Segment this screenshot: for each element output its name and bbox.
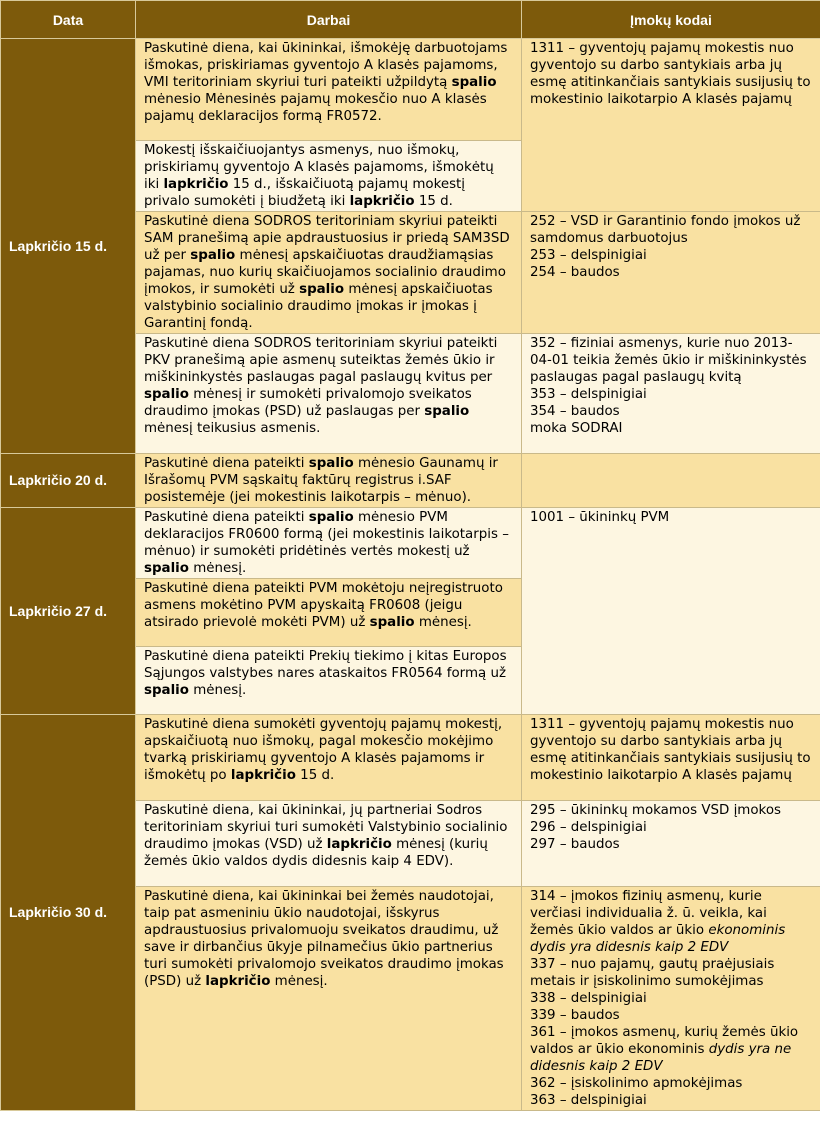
codes-cell: 1311 – gyventojų pajamų mokestis nuo gyventojo su darbo santykiais arba jų esmę atitinkančiais santykiais susijusių to mokestinio laikotarpio A klasės pajamų <box>522 39 820 212</box>
work-cell: Paskutinė diena, kai ūkininkai, jų partneriai Sodros teritoriniam skyriui turi sumokėti Valstybinio socialinio draudimo įmokas (VSD) už lapkričio mėnesį (kurių žemės ūkio valdos dydis didesnis kaip 4 EDV). <box>136 801 522 887</box>
work-cell: Paskutinė diena pateikti Prekių tiekimo į kitas Europos Sąjungos valstybes nares ataskaitos FR0564 formą už spalio mėnesį. <box>136 647 522 715</box>
codes-cell: 314 – įmokos fizinių asmenų, kurie verčiasi individualia ž. ū. veikla, kai žemės ūkio valdos ar ūkio ekonominis dydis yra didesnis kaip 2 EDV 337 – nuo pajamų, gautų praėjusiais metais ir įsiskolinimo sumokėjimas 338 – delspinigiai 339 – baudos 361 – įmokos asmenų, kurių žemės ūkio valdos ar ūkio ekonominis dydis yra ne didesnis kaip 2 EDV 362 – įsiskolinimo apmokėjimas 363 – delspinigiai <box>522 887 820 1111</box>
header-work: Darbai <box>136 1 522 39</box>
table-row <box>1 508 820 579</box>
date-cell: Lapkričio 27 d. <box>1 508 136 715</box>
date-cell: Lapkričio 15 d. <box>1 39 136 454</box>
work-cell: Paskutinė diena pateikti spalio mėnesio Gaunamų ir Išrašomų PVM sąskaitų faktūrų registrus i.SAF posistemėje (jei mokestinis laikotarpis – mėnuo). <box>136 454 522 508</box>
date-cell: Lapkričio 20 d. <box>1 454 136 508</box>
header-date: Data <box>1 1 136 39</box>
work-cell: Mokestį išskaičiuojantys asmenys, nuo išmokų, priskiriamų gyventojo A klasės pajamoms, išmokėtų iki lapkričio 15 d., išskaičiuotą pajamų mokestį privalo sumokėti į biudžetą iki lapkričio 15 d. <box>136 141 522 212</box>
work-cell: Paskutinė diena, kai ūkininkai, išmokėję darbuotojams išmokas, priskiriamas gyventojo A klasės pajamoms, VMI teritoriniam skyriui turi pateikti užpildytą spalio mėnesio Mėnesinės pajamų mokesčio nuo A klasės pajamų deklaracijos formą FR0572. <box>136 39 522 141</box>
work-cell: Paskutinė diena pateikti spalio mėnesio PVM deklaracijos FR0600 formą (jei mokestinis laikotarpis – mėnuo) ir sumokėti pridėtinės vertės mokestį už spalio mėnesį. <box>136 508 522 579</box>
codes-cell: 1311 – gyventojų pajamų mokestis nuo gyventojo su darbo santykiais arba jų esmę atitinkančiais santykiais susijusių to mokestinio laikotarpio A klasės pajamų <box>522 715 820 801</box>
header-row <box>1 1 820 39</box>
codes-cell: 352 – fiziniai asmenys, kurie nuo 2013-04-01 teikia žemės ūkio ir miškininkystės paslaugas pagal paslaugų kvitą 353 – delspinigiai 354 – baudos moka SODRAI <box>522 334 820 454</box>
header-codes: Įmokų kodai <box>522 1 820 39</box>
codes-cell: 252 – VSD ir Garantinio fondo įmokos už samdomus darbuotojus 253 – delspinigiai 254 – baudos <box>522 212 820 334</box>
work-cell: Paskutinė diena pateikti PVM mokėtoju neįregistruoto asmens mokėtino PVM apyskaitą FR0608 (jeigu atsirado prievolė mokėti PVM) už spalio mėnesį. <box>136 579 522 647</box>
codes-cell: 1001 – ūkininkų PVM <box>522 508 820 715</box>
work-cell: Paskutinė diena sumokėti gyventojų pajamų mokestį, apskaičiuotą nuo išmokų, pagal mokesčio mokėjimo tvarką priskiriamų gyventojo A klasės pajamoms ir išmokėtų po lapkričio 15 d. <box>136 715 522 801</box>
table-row <box>1 39 820 141</box>
work-cell: Paskutinė diena SODROS teritoriniam skyriui pateikti PKV pranešimą apie asmenų suteiktas žemės ūkio ir miškininkystės paslaugas pagal paslaugų kvitus per spalio mėnesį ir sumokėti privalomojo sveikatos draudimo įmokas (PSD) už paslaugas per spalio mėnesį teikusius asmenis. <box>136 334 522 454</box>
table-row <box>1 715 820 801</box>
codes-cell <box>522 454 820 508</box>
work-cell: Paskutinė diena SODROS teritoriniam skyriui pateikti SAM pranešimą apie apdraustuosius ir priedą SAM3SD už per spalio mėnesį apskaičiuotas draudžiamąsias pajamas, nuo kurių skaičiuojamos socialinio draudimo įmokos, ir sumokėti už spalio mėnesį apskaičiuotas valstybinio socialinio draudimo įmokas ir įmokas į Garantinį fondą. <box>136 212 522 334</box>
table-row <box>1 454 820 508</box>
date-cell: Lapkričio 30 d. <box>1 715 136 1111</box>
codes-cell: 295 – ūkininkų mokamos VSD įmokos 296 – delspinigiai 297 – baudos <box>522 801 820 887</box>
work-cell: Paskutinė diena, kai ūkininkai bei žemės naudotojai, taip pat asmeniniu ūkio naudotojai, išskyrus apdraustuosius privalomuoju sveikatos draudimu, už save ir dirbančius ūkyje pilnamečius ūkio partnerius turi sumokėti privalomojo sveikatos draudimo įmokas (PSD) už lapkričio mėnesį. <box>136 887 522 1111</box>
